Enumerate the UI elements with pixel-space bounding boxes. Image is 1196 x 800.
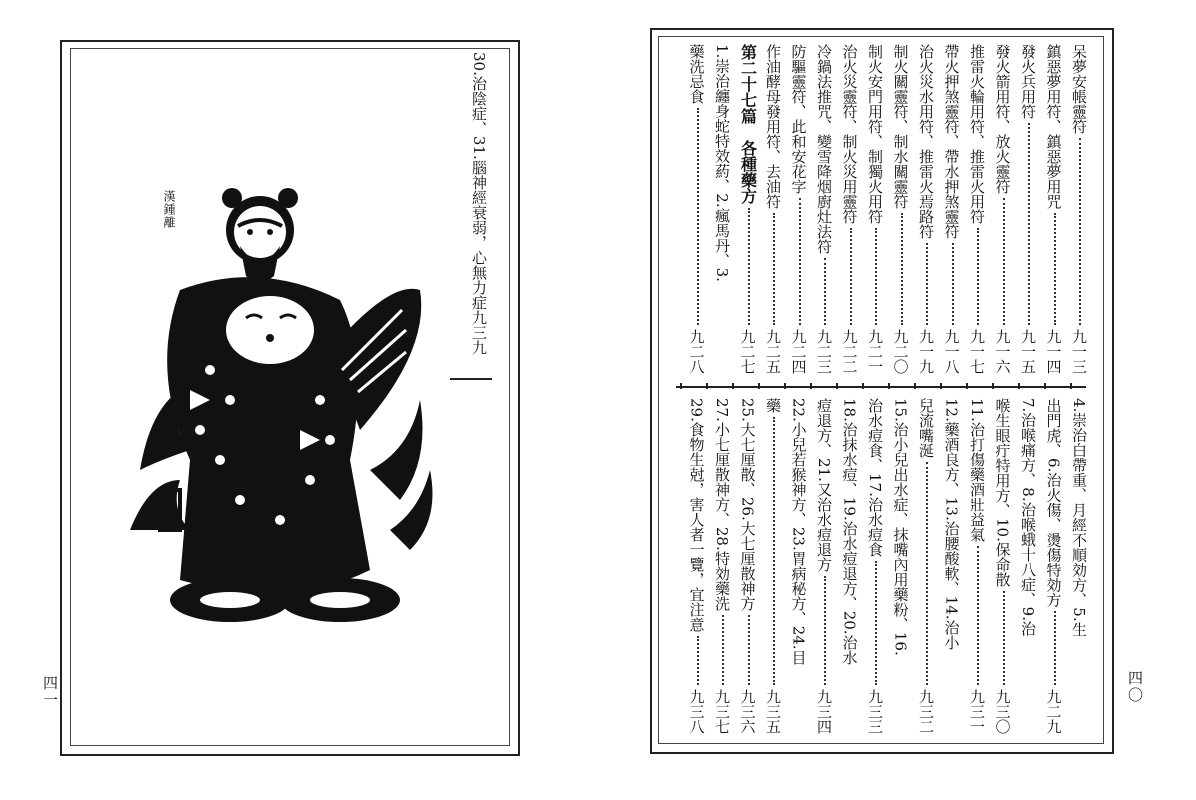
leader-dots bbox=[1028, 123, 1030, 325]
toc-entry-title: 12.藥酒良方、13.治腰酸軟、14.治小 bbox=[942, 398, 961, 650]
left-entry: 30.治陰症、31.腦神經衰弱，心無力症 九三九 bbox=[470, 52, 488, 355]
divider-tick bbox=[940, 383, 942, 389]
divider-tick bbox=[1044, 383, 1046, 389]
section-divider bbox=[676, 386, 1086, 388]
toc-entry-page: 九三八 bbox=[687, 689, 706, 734]
toc-entry bbox=[713, 398, 731, 734]
toc-entry-title: 出門虎、6.治火傷、燙傷特効方 bbox=[1044, 398, 1063, 608]
toc-entry-title: 治火災靈符、制火災用靈符 bbox=[840, 44, 859, 224]
toc-entry bbox=[892, 44, 910, 374]
toc-entry-page: 九三四 bbox=[815, 689, 833, 734]
leader-dots bbox=[1003, 198, 1005, 325]
toc-entry bbox=[866, 398, 884, 734]
toc-entry-page: 九二三 bbox=[815, 329, 833, 374]
toc-entry-page: 九三五 bbox=[764, 689, 782, 734]
divider-tick bbox=[784, 383, 786, 389]
divider-tick bbox=[758, 383, 760, 389]
divider-tick bbox=[1070, 383, 1072, 389]
leader-dots bbox=[977, 228, 979, 325]
toc-entry-page: 九一九 bbox=[917, 329, 935, 374]
leader-dots bbox=[952, 243, 954, 325]
toc-entry-title: 推雷火輪用符、推雷火用符 bbox=[968, 44, 986, 224]
toc-entry-title: 制火安門用符、制獨火用符 bbox=[866, 44, 884, 224]
toc-entry bbox=[739, 44, 757, 374]
left-page-number: 四一 bbox=[41, 675, 59, 709]
toc-entry bbox=[994, 398, 1012, 734]
toc-entry-page: 九一三 bbox=[1070, 329, 1088, 374]
toc-entry bbox=[1019, 44, 1037, 374]
leader-dots bbox=[824, 258, 826, 325]
toc-entry bbox=[892, 398, 910, 734]
toc-entry bbox=[1019, 398, 1037, 734]
toc-entry-title: 25.大七厘散、26.大七厘散神方 bbox=[738, 398, 757, 611]
toc-entry-page: 九二九 bbox=[1044, 689, 1063, 734]
toc-entry bbox=[688, 398, 706, 734]
toc-entry-page: 九二二 bbox=[840, 329, 859, 374]
toc-entry-page: 九二四 bbox=[789, 329, 808, 374]
toc-entry bbox=[994, 44, 1012, 374]
toc-entry-title: 15.治小兒出水症、抹嘴內用藥粉、16. bbox=[891, 398, 910, 656]
toc-entry bbox=[943, 398, 961, 734]
leader-dots bbox=[875, 561, 877, 685]
toc-entry-title: 1.崇治纏身蛇特效葯、2.瘋馬丹、3. bbox=[713, 44, 731, 282]
toc-entry-page: 九三二 bbox=[917, 689, 935, 734]
toc-entry bbox=[943, 44, 961, 374]
toc-entry-page: 九二〇 bbox=[891, 329, 910, 374]
leader-dots bbox=[1054, 213, 1056, 325]
toc-entry-title: 27.小七厘散神方、28.特効藥洗 bbox=[713, 398, 731, 611]
toc-entry-page: 九三七 bbox=[713, 689, 731, 734]
toc-entry-title: 發火兵用符 bbox=[1019, 44, 1037, 119]
toc-entry-title: 4.崇治白帶重、月經不順効方、5.生 bbox=[1070, 398, 1088, 637]
toc-entry-title: 喉生眼疔特用方、10.保命散 bbox=[993, 398, 1012, 587]
toc-entry-title: 兒流嘴涎 bbox=[917, 398, 935, 458]
right-page-number: 四〇 bbox=[1126, 670, 1144, 704]
toc-entry-page: 九一六 bbox=[993, 329, 1012, 374]
divider-tick bbox=[992, 383, 994, 389]
toc-entry-page: 九一七 bbox=[968, 329, 986, 374]
toc-entry bbox=[841, 398, 859, 734]
toc-entry-title: 22.小兒若猴神方、23.胃病秘方、24.目 bbox=[789, 398, 808, 665]
toc-entry bbox=[968, 44, 986, 374]
toc-entry-page: 九三六 bbox=[738, 689, 757, 734]
leader-dots bbox=[977, 546, 979, 685]
leader-dots bbox=[901, 213, 903, 325]
leader-dots bbox=[748, 208, 750, 325]
toc-entry-page: 九二七 bbox=[738, 329, 757, 374]
leader-dots bbox=[926, 462, 928, 685]
toc-entry-title: 呆夢安帳靈符 bbox=[1070, 44, 1088, 134]
figure-caption: 漢鍾離 bbox=[162, 190, 176, 229]
leader-dots bbox=[1003, 591, 1005, 685]
leader-dots bbox=[773, 417, 775, 685]
toc-entry-page: 九二八 bbox=[687, 329, 706, 374]
toc-entry bbox=[1045, 398, 1063, 734]
divider-tick bbox=[732, 383, 734, 389]
divider-tick bbox=[966, 383, 968, 389]
toc-entry-page: 九三一 bbox=[968, 689, 986, 734]
leader-dots bbox=[926, 243, 928, 325]
leader-dots bbox=[697, 636, 699, 685]
toc-entry-title: 藥 bbox=[764, 398, 782, 413]
divider-tick bbox=[862, 383, 864, 389]
leader-dots bbox=[850, 228, 852, 325]
divider-tick bbox=[680, 383, 682, 389]
divider-tick bbox=[1018, 383, 1020, 389]
toc-entry-page: 九一八 bbox=[942, 329, 961, 374]
toc-entry bbox=[866, 44, 884, 374]
toc-entry bbox=[1070, 44, 1088, 374]
divider-tick bbox=[836, 383, 838, 389]
leader-dots bbox=[697, 108, 699, 325]
toc-entry-title: 治水痘食、17.治水痘食 bbox=[866, 398, 884, 557]
toc-entry bbox=[968, 398, 986, 734]
toc-entry bbox=[764, 44, 782, 374]
paper-cut-figure bbox=[120, 170, 450, 650]
toc-entry-page: 九一四 bbox=[1044, 329, 1063, 374]
toc-entry-title: 痘退方、21.又治水痘退方 bbox=[815, 398, 833, 572]
left-ornament bbox=[450, 378, 492, 380]
leader-dots bbox=[875, 228, 877, 325]
toc-entry-page: 九二五 bbox=[764, 329, 782, 374]
toc-entry-title: 帶火押煞靈符、帶水押煞靈符 bbox=[942, 44, 961, 239]
toc-entry-title: 11.治打傷藥酒壯益氣 bbox=[968, 398, 986, 542]
toc-entry bbox=[1045, 44, 1063, 374]
divider-tick bbox=[888, 383, 890, 389]
toc-entry bbox=[790, 44, 808, 374]
toc-entry bbox=[790, 398, 808, 734]
toc-entry bbox=[713, 44, 731, 374]
toc-entry-page: 九一五 bbox=[1019, 329, 1037, 374]
leader-dots bbox=[1054, 611, 1056, 685]
toc-entry-title: 冷鍋法推咒、變雪降烟廚灶法符 bbox=[815, 44, 833, 254]
toc-entry bbox=[1070, 398, 1088, 734]
toc-entry-title: 發火箭用符、放火靈符 bbox=[993, 44, 1012, 194]
toc-entry bbox=[739, 398, 757, 734]
toc-entry-title: 防驅靈符、此和安花字 bbox=[789, 44, 808, 194]
toc-entry-title: 制火關靈符、制水關靈符 bbox=[891, 44, 910, 209]
toc-entry bbox=[815, 398, 833, 734]
toc-entry-page: 九三〇 bbox=[993, 689, 1012, 734]
leader-dots bbox=[748, 615, 750, 685]
toc-entry-page: 九三三 bbox=[866, 689, 884, 734]
toc-entry-title: 鎮惡夢用符、鎮惡夢用咒 bbox=[1044, 44, 1063, 209]
leader-dots bbox=[773, 213, 775, 325]
leader-dots bbox=[1079, 138, 1081, 325]
leader-dots bbox=[799, 198, 801, 325]
toc-entry-title: 7.治喉痛方、8.治喉蛾十八症、9.治 bbox=[1019, 398, 1037, 636]
divider-tick bbox=[914, 383, 916, 389]
toc-entry-title: 藥洗忌食 bbox=[687, 44, 706, 104]
toc-entry bbox=[815, 44, 833, 374]
leader-dots bbox=[722, 615, 724, 685]
divider-tick bbox=[810, 383, 812, 389]
toc-entry-title: 作油酵母發用符、去油符 bbox=[764, 44, 782, 209]
toc-entry bbox=[841, 44, 859, 374]
divider-tick bbox=[706, 383, 708, 389]
toc-entry-page: 九二一 bbox=[866, 329, 884, 374]
toc-entry-title: 29.食物生尅，害人者一覽，宜注意 bbox=[687, 398, 706, 632]
toc-entry-title: 治火災水用符、推雷火焉路符 bbox=[917, 44, 935, 239]
toc-entry bbox=[917, 398, 935, 734]
toc-entry bbox=[917, 44, 935, 374]
toc-entry bbox=[764, 398, 782, 734]
toc-entry-title: 18.治抹水痘、19.治水痘退方、20.治水 bbox=[840, 398, 859, 665]
toc-entry-title: 第二十七篇 各種藥方 bbox=[738, 44, 758, 204]
toc-entry bbox=[688, 44, 706, 374]
leader-dots bbox=[824, 576, 826, 685]
